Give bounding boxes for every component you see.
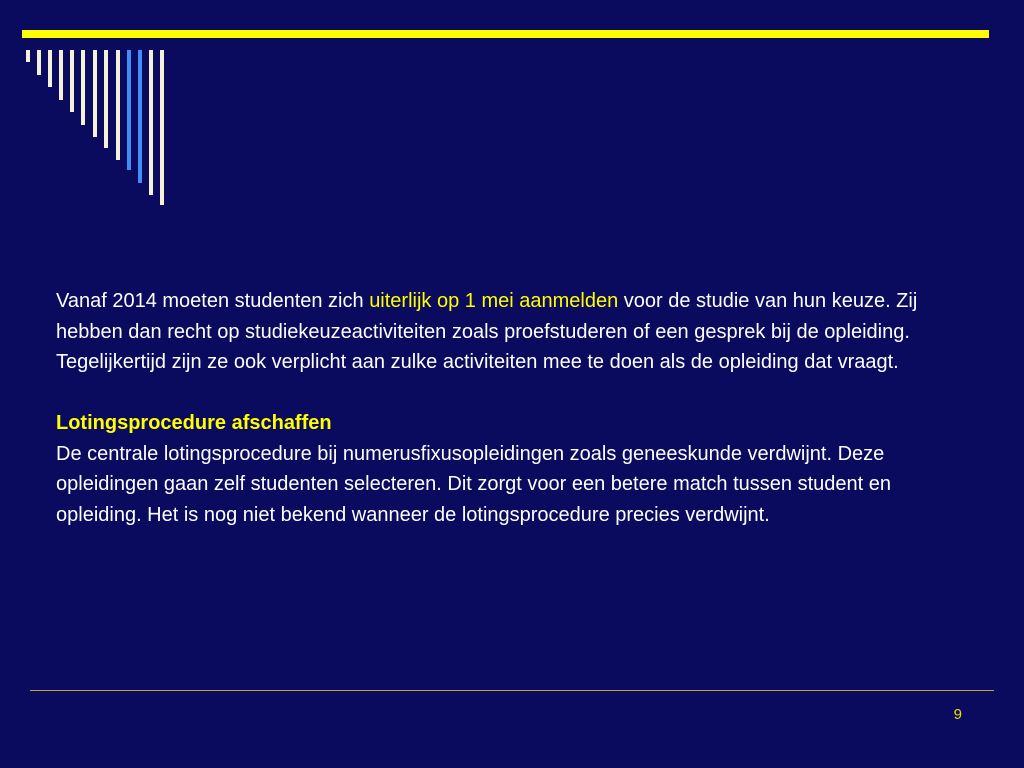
intro-rest: voor de studie van hun keuze. Zij hebben dan recht op studiekeuzeactiviteiten zoals proefstuderen of een gesprek bij de opleiding. Tegelijkertijd zijn ze ook verplicht aan zulke activiteiten mee te doen als de opleiding dat vraagt. bbox=[56, 290, 918, 373]
stripe-5 bbox=[70, 50, 74, 112]
stripe-1 bbox=[26, 50, 30, 62]
stripe-4 bbox=[59, 50, 63, 100]
stripe-9 bbox=[116, 50, 120, 160]
section-body: De centrale lotingsprocedure bij numerusfixusopleidingen zoals geneeskunde verdwijnt. Deze opleidingen gaan zelf studenten selecteren. Dit zorgt voor een betere match tussen student en opleiding. Het is nog niet bekend wanneer de lotingsprocedure precies verdwijnt. bbox=[56, 442, 891, 526]
page-number: 9 bbox=[953, 706, 962, 723]
intro-lead: Vanaf 2014 moeten studenten zich bbox=[56, 290, 370, 312]
intro-highlight: uiterlijk op 1 mei aanmelden bbox=[369, 290, 619, 312]
section-heading: Lotingsprocedure afschaffen bbox=[56, 412, 332, 434]
intro-paragraph bbox=[56, 286, 976, 378]
stripe-10 bbox=[127, 50, 131, 170]
stripe-7 bbox=[93, 50, 97, 137]
footer-rule bbox=[30, 690, 994, 691]
stripe-8 bbox=[104, 50, 108, 148]
stripe-12 bbox=[149, 50, 153, 195]
stripe-11 bbox=[138, 50, 142, 183]
stripe-6 bbox=[81, 50, 85, 125]
stripe-13 bbox=[160, 50, 164, 205]
stripe-3 bbox=[48, 50, 52, 87]
top-accent-bar bbox=[22, 30, 989, 38]
stripe-2 bbox=[37, 50, 41, 75]
slide-body bbox=[56, 286, 976, 530]
